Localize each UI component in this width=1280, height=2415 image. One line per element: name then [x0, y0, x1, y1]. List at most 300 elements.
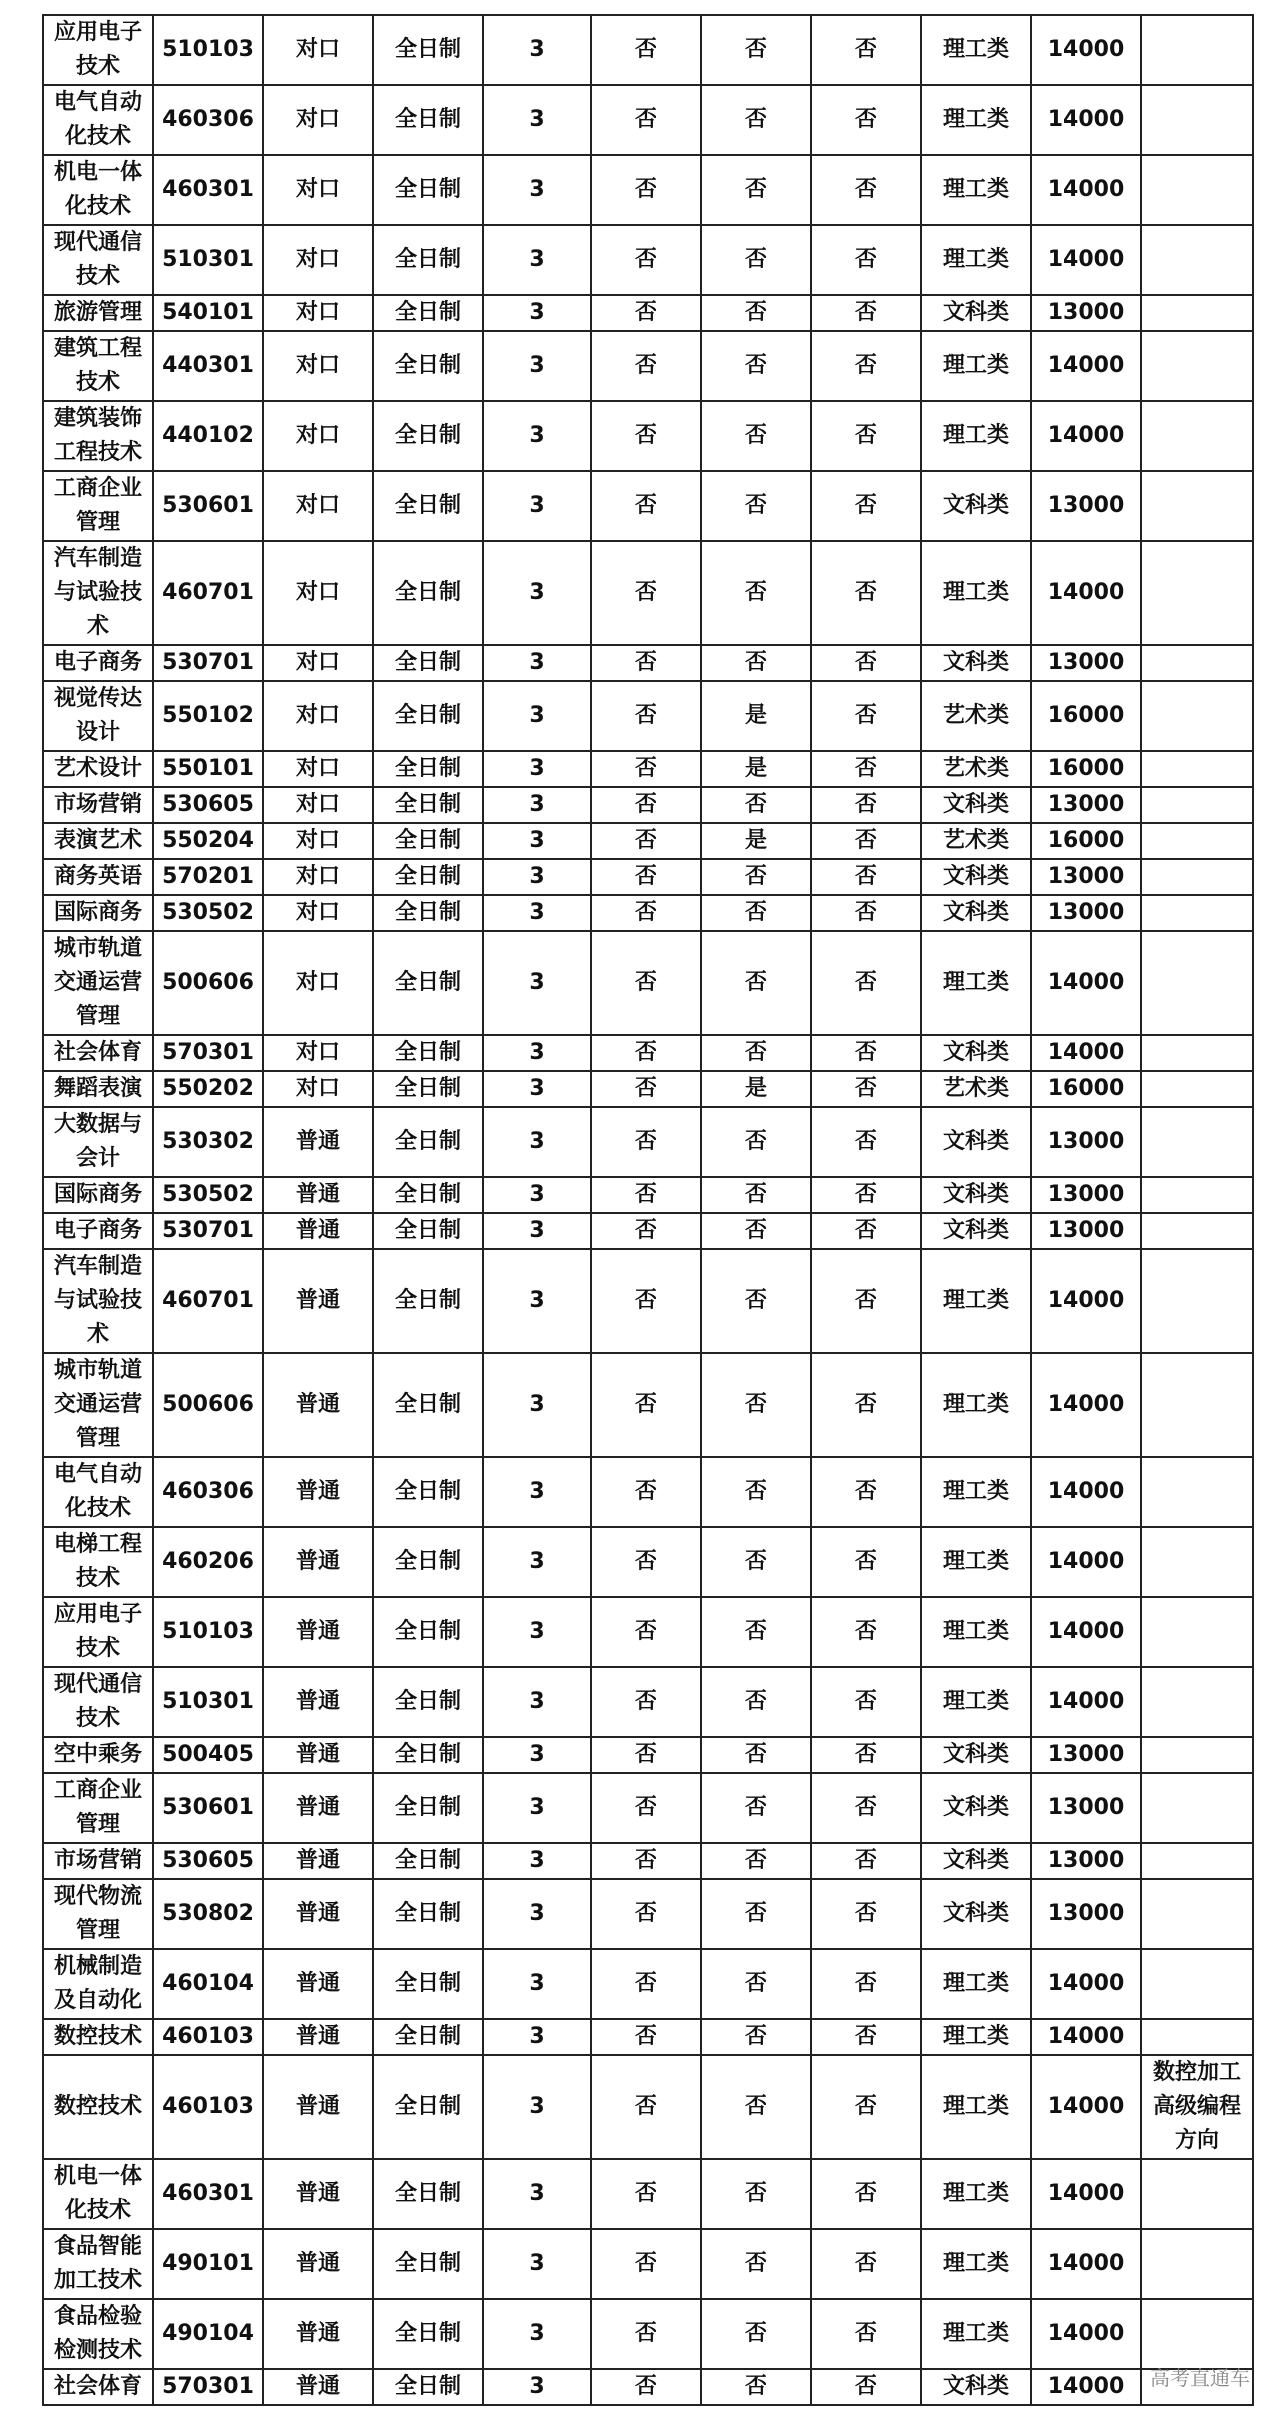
- cell-major-name: 市场营销: [43, 1843, 153, 1879]
- cell-flag-a: 否: [591, 787, 701, 823]
- cell-study-mode: 全日制: [373, 931, 483, 1035]
- cell-enroll-type: 对口: [263, 645, 373, 681]
- cell-flag-a: 否: [591, 2229, 701, 2299]
- cell-major-name: 社会体育: [43, 1035, 153, 1071]
- cell-flag-c: 否: [811, 1107, 921, 1177]
- cell-major-code: 490101: [153, 2229, 263, 2299]
- cell-tuition: 13000: [1031, 1213, 1141, 1249]
- cell-major-name: 数控技术: [43, 2055, 153, 2159]
- cell-major-name: 建筑装饰工程技术: [43, 401, 153, 471]
- cell-study-mode: 全日制: [373, 541, 483, 645]
- cell-tuition: 16000: [1031, 751, 1141, 787]
- cell-subject-category: 艺术类: [921, 751, 1031, 787]
- cell-major-code: 460701: [153, 1249, 263, 1353]
- cell-flag-a: 否: [591, 295, 701, 331]
- cell-tuition: 14000: [1031, 1035, 1141, 1071]
- cell-study-mode: 全日制: [373, 1107, 483, 1177]
- cell-flag-a: 否: [591, 1457, 701, 1527]
- cell-major-name: 现代物流管理: [43, 1879, 153, 1949]
- cell-flag-b: 否: [701, 931, 811, 1035]
- cell-major-name: 食品检验检测技术: [43, 2299, 153, 2369]
- cell-study-mode: 全日制: [373, 645, 483, 681]
- cell-enroll-type: 普通: [263, 2159, 373, 2229]
- cell-major-name: 电气自动化技术: [43, 85, 153, 155]
- cell-study-mode: 全日制: [373, 1597, 483, 1667]
- cell-major-name: 视觉传达设计: [43, 681, 153, 751]
- cell-major-code: 460301: [153, 2159, 263, 2229]
- table-row: [43, 15, 1253, 85]
- table-row: [43, 295, 1253, 331]
- cell-major-code: 530605: [153, 787, 263, 823]
- cell-major-name: 食品智能加工技术: [43, 2229, 153, 2299]
- cell-remark: [1141, 1213, 1253, 1249]
- cell-flag-b: 否: [701, 331, 811, 401]
- table-row: [43, 1213, 1253, 1249]
- cell-tuition: 14000: [1031, 1527, 1141, 1597]
- cell-flag-c: 否: [811, 295, 921, 331]
- cell-study-mode: 全日制: [373, 1879, 483, 1949]
- cell-flag-b: 否: [701, 2229, 811, 2299]
- cell-flag-b: 否: [701, 471, 811, 541]
- cell-duration: 3: [483, 1597, 591, 1667]
- cell-tuition: 14000: [1031, 1597, 1141, 1667]
- cell-major-code: 530802: [153, 1879, 263, 1949]
- cell-flag-a: 否: [591, 1107, 701, 1177]
- cell-remark: [1141, 1071, 1253, 1107]
- cell-subject-category: 文科类: [921, 1035, 1031, 1071]
- cell-flag-c: 否: [811, 1773, 921, 1843]
- table-row: [43, 471, 1253, 541]
- cell-major-code: 550202: [153, 1071, 263, 1107]
- cell-major-name: 工商企业管理: [43, 1773, 153, 1843]
- cell-duration: 3: [483, 1457, 591, 1527]
- cell-flag-b: 否: [701, 2159, 811, 2229]
- cell-duration: 3: [483, 751, 591, 787]
- table-row: [43, 1667, 1253, 1737]
- table-row: [43, 1457, 1253, 1527]
- table-row: [43, 787, 1253, 823]
- cell-subject-category: 理工类: [921, 155, 1031, 225]
- cell-tuition: 14000: [1031, 2159, 1141, 2229]
- cell-duration: 3: [483, 85, 591, 155]
- cell-enroll-type: 对口: [263, 15, 373, 85]
- cell-major-code: 530605: [153, 1843, 263, 1879]
- cell-remark: [1141, 823, 1253, 859]
- cell-major-code: 460306: [153, 85, 263, 155]
- cell-major-name: 现代通信技术: [43, 225, 153, 295]
- cell-subject-category: 理工类: [921, 1597, 1031, 1667]
- cell-remark: [1141, 2299, 1253, 2369]
- cell-major-code: 490104: [153, 2299, 263, 2369]
- enrollment-table: [42, 14, 1254, 2406]
- cell-tuition: 14000: [1031, 155, 1141, 225]
- cell-study-mode: 全日制: [373, 823, 483, 859]
- cell-duration: 3: [483, 895, 591, 931]
- table-row: [43, 895, 1253, 931]
- cell-major-name: 电气自动化技术: [43, 1457, 153, 1527]
- cell-flag-b: 否: [701, 1353, 811, 1457]
- cell-study-mode: 全日制: [373, 1737, 483, 1773]
- cell-study-mode: 全日制: [373, 1249, 483, 1353]
- cell-flag-b: 否: [701, 85, 811, 155]
- cell-duration: 3: [483, 931, 591, 1035]
- cell-remark: [1141, 787, 1253, 823]
- table-row: [43, 681, 1253, 751]
- cell-remark: [1141, 931, 1253, 1035]
- cell-duration: 3: [483, 859, 591, 895]
- cell-major-name: 机械制造及自动化: [43, 1949, 153, 2019]
- cell-flag-a: 否: [591, 1035, 701, 1071]
- cell-tuition: 14000: [1031, 401, 1141, 471]
- cell-study-mode: 全日制: [373, 787, 483, 823]
- cell-enroll-type: 普通: [263, 2229, 373, 2299]
- cell-flag-a: 否: [591, 401, 701, 471]
- cell-tuition: 13000: [1031, 787, 1141, 823]
- table-row: [43, 2019, 1253, 2055]
- cell-major-code: 500606: [153, 931, 263, 1035]
- cell-subject-category: 文科类: [921, 295, 1031, 331]
- table-row: [43, 1107, 1253, 1177]
- cell-major-code: 570301: [153, 2369, 263, 2405]
- table-row: [43, 1879, 1253, 1949]
- cell-study-mode: 全日制: [373, 471, 483, 541]
- cell-flag-a: 否: [591, 1597, 701, 1667]
- cell-major-code: 500405: [153, 1737, 263, 1773]
- cell-remark: [1141, 681, 1253, 751]
- cell-subject-category: 文科类: [921, 1879, 1031, 1949]
- cell-major-name: 工商企业管理: [43, 471, 153, 541]
- cell-enroll-type: 对口: [263, 331, 373, 401]
- table-row: [43, 155, 1253, 225]
- cell-remark: [1141, 895, 1253, 931]
- cell-study-mode: 全日制: [373, 2055, 483, 2159]
- cell-duration: 3: [483, 2229, 591, 2299]
- cell-study-mode: 全日制: [373, 295, 483, 331]
- cell-flag-c: 否: [811, 2159, 921, 2229]
- cell-flag-c: 否: [811, 1667, 921, 1737]
- cell-flag-b: 否: [701, 1843, 811, 1879]
- cell-remark: [1141, 1597, 1253, 1667]
- cell-study-mode: 全日制: [373, 1457, 483, 1527]
- cell-tuition: 14000: [1031, 2055, 1141, 2159]
- cell-flag-c: 否: [811, 823, 921, 859]
- cell-tuition: 14000: [1031, 1949, 1141, 2019]
- cell-remark: [1141, 2159, 1253, 2229]
- cell-tuition: 13000: [1031, 1737, 1141, 1773]
- cell-enroll-type: 对口: [263, 401, 373, 471]
- cell-major-code: 510103: [153, 1597, 263, 1667]
- cell-flag-b: 是: [701, 681, 811, 751]
- cell-study-mode: 全日制: [373, 1843, 483, 1879]
- table-row: [43, 2229, 1253, 2299]
- cell-duration: 3: [483, 471, 591, 541]
- cell-major-code: 530601: [153, 1773, 263, 1843]
- cell-duration: 3: [483, 2055, 591, 2159]
- table-row: [43, 1071, 1253, 1107]
- cell-enroll-type: 普通: [263, 1879, 373, 1949]
- cell-subject-category: 文科类: [921, 787, 1031, 823]
- cell-remark: [1141, 1773, 1253, 1843]
- cell-duration: 3: [483, 1107, 591, 1177]
- table-row: [43, 931, 1253, 1035]
- cell-remark: [1141, 645, 1253, 681]
- cell-major-name: 表演艺术: [43, 823, 153, 859]
- cell-major-name: 空中乘务: [43, 1737, 153, 1773]
- cell-flag-c: 否: [811, 1597, 921, 1667]
- cell-major-name: 国际商务: [43, 895, 153, 931]
- cell-flag-a: 否: [591, 1737, 701, 1773]
- cell-flag-c: 否: [811, 155, 921, 225]
- cell-remark: [1141, 1667, 1253, 1737]
- cell-subject-category: 理工类: [921, 2229, 1031, 2299]
- table-body: [43, 15, 1253, 2405]
- cell-tuition: 14000: [1031, 1353, 1141, 1457]
- table-row: [43, 2369, 1253, 2405]
- cell-remark: [1141, 401, 1253, 471]
- cell-flag-b: 是: [701, 823, 811, 859]
- cell-remark: [1141, 1353, 1253, 1457]
- cell-enroll-type: 对口: [263, 225, 373, 295]
- cell-flag-b: 否: [701, 1949, 811, 2019]
- cell-subject-category: 文科类: [921, 1177, 1031, 1213]
- cell-flag-b: 否: [701, 225, 811, 295]
- cell-enroll-type: 对口: [263, 471, 373, 541]
- cell-study-mode: 全日制: [373, 859, 483, 895]
- cell-major-code: 460701: [153, 541, 263, 645]
- cell-subject-category: 理工类: [921, 1667, 1031, 1737]
- cell-study-mode: 全日制: [373, 225, 483, 295]
- cell-subject-category: 文科类: [921, 1843, 1031, 1879]
- cell-subject-category: 文科类: [921, 895, 1031, 931]
- cell-flag-b: 否: [701, 1213, 811, 1249]
- cell-flag-c: 否: [811, 2055, 921, 2159]
- cell-study-mode: 全日制: [373, 1035, 483, 1071]
- cell-remark: [1141, 295, 1253, 331]
- cell-subject-category: 文科类: [921, 1773, 1031, 1843]
- cell-enroll-type: 普通: [263, 1213, 373, 1249]
- cell-enroll-type: 对口: [263, 1035, 373, 1071]
- cell-flag-c: 否: [811, 895, 921, 931]
- cell-tuition: 14000: [1031, 225, 1141, 295]
- cell-tuition: 13000: [1031, 859, 1141, 895]
- cell-subject-category: 理工类: [921, 85, 1031, 155]
- cell-remark: [1141, 1737, 1253, 1773]
- cell-flag-c: 否: [811, 2299, 921, 2369]
- cell-tuition: 13000: [1031, 895, 1141, 931]
- cell-flag-b: 否: [701, 1879, 811, 1949]
- cell-remark: [1141, 751, 1253, 787]
- cell-flag-c: 否: [811, 751, 921, 787]
- cell-subject-category: 文科类: [921, 1737, 1031, 1773]
- cell-major-code: 530302: [153, 1107, 263, 1177]
- cell-flag-c: 否: [811, 681, 921, 751]
- cell-major-name: 艺术设计: [43, 751, 153, 787]
- cell-tuition: 14000: [1031, 331, 1141, 401]
- cell-flag-c: 否: [811, 787, 921, 823]
- cell-duration: 3: [483, 1213, 591, 1249]
- table-row: [43, 823, 1253, 859]
- table-row: [43, 859, 1253, 895]
- cell-enroll-type: 对口: [263, 823, 373, 859]
- cell-remark: [1141, 155, 1253, 225]
- cell-flag-b: 否: [701, 15, 811, 85]
- cell-tuition: 13000: [1031, 645, 1141, 681]
- cell-enroll-type: 对口: [263, 541, 373, 645]
- cell-flag-a: 否: [591, 1177, 701, 1213]
- cell-study-mode: 全日制: [373, 2299, 483, 2369]
- cell-flag-a: 否: [591, 823, 701, 859]
- cell-flag-b: 是: [701, 1071, 811, 1107]
- table-row: [43, 401, 1253, 471]
- cell-flag-c: 否: [811, 2229, 921, 2299]
- cell-subject-category: 文科类: [921, 859, 1031, 895]
- cell-enroll-type: 普通: [263, 1107, 373, 1177]
- cell-tuition: 13000: [1031, 295, 1141, 331]
- cell-duration: 3: [483, 15, 591, 85]
- cell-enroll-type: 普通: [263, 2055, 373, 2159]
- cell-flag-b: 否: [701, 859, 811, 895]
- cell-flag-b: 否: [701, 401, 811, 471]
- cell-tuition: 14000: [1031, 1457, 1141, 1527]
- cell-major-name: 社会体育: [43, 2369, 153, 2405]
- cell-major-name: 市场营销: [43, 787, 153, 823]
- cell-flag-a: 否: [591, 331, 701, 401]
- cell-duration: 3: [483, 1737, 591, 1773]
- cell-flag-c: 否: [811, 1249, 921, 1353]
- cell-tuition: 14000: [1031, 1667, 1141, 1737]
- cell-flag-a: 否: [591, 225, 701, 295]
- cell-major-code: 570301: [153, 1035, 263, 1071]
- cell-major-code: 460103: [153, 2055, 263, 2159]
- cell-flag-c: 否: [811, 2019, 921, 2055]
- cell-study-mode: 全日制: [373, 2159, 483, 2229]
- cell-study-mode: 全日制: [373, 2019, 483, 2055]
- cell-flag-a: 否: [591, 155, 701, 225]
- table-row: [43, 2055, 1253, 2159]
- cell-duration: 3: [483, 295, 591, 331]
- cell-enroll-type: 普通: [263, 1667, 373, 1737]
- cell-major-code: 510103: [153, 15, 263, 85]
- cell-major-name: 汽车制造与试验技术: [43, 1249, 153, 1353]
- cell-tuition: 16000: [1031, 823, 1141, 859]
- table-row: [43, 1177, 1253, 1213]
- table-row: [43, 1035, 1253, 1071]
- cell-enroll-type: 普通: [263, 1843, 373, 1879]
- cell-flag-b: 否: [701, 155, 811, 225]
- cell-major-code: 530701: [153, 1213, 263, 1249]
- cell-study-mode: 全日制: [373, 85, 483, 155]
- cell-remark: [1141, 471, 1253, 541]
- cell-duration: 3: [483, 401, 591, 471]
- cell-flag-a: 否: [591, 1843, 701, 1879]
- cell-flag-c: 否: [811, 225, 921, 295]
- cell-subject-category: 理工类: [921, 1353, 1031, 1457]
- cell-subject-category: 文科类: [921, 645, 1031, 681]
- cell-tuition: 13000: [1031, 471, 1141, 541]
- cell-flag-c: 否: [811, 401, 921, 471]
- cell-flag-b: 否: [701, 1035, 811, 1071]
- cell-subject-category: 理工类: [921, 401, 1031, 471]
- cell-study-mode: 全日制: [373, 1213, 483, 1249]
- cell-major-code: 460104: [153, 1949, 263, 2019]
- cell-major-code: 550101: [153, 751, 263, 787]
- cell-subject-category: 理工类: [921, 541, 1031, 645]
- table-row: [43, 1249, 1253, 1353]
- cell-duration: 3: [483, 1667, 591, 1737]
- cell-major-name: 汽车制造与试验技术: [43, 541, 153, 645]
- cell-flag-c: 否: [811, 1879, 921, 1949]
- cell-remark: [1141, 225, 1253, 295]
- cell-flag-b: 否: [701, 2299, 811, 2369]
- cell-flag-a: 否: [591, 471, 701, 541]
- cell-duration: 3: [483, 1879, 591, 1949]
- cell-duration: 3: [483, 155, 591, 225]
- cell-study-mode: 全日制: [373, 1949, 483, 2019]
- cell-duration: 3: [483, 2159, 591, 2229]
- cell-enroll-type: 普通: [263, 2299, 373, 2369]
- cell-flag-b: 否: [701, 295, 811, 331]
- cell-remark: [1141, 1527, 1253, 1597]
- cell-major-code: 440301: [153, 331, 263, 401]
- cell-flag-a: 否: [591, 895, 701, 931]
- cell-remark: [1141, 1949, 1253, 2019]
- cell-remark: [1141, 1177, 1253, 1213]
- cell-major-name: 舞蹈表演: [43, 1071, 153, 1107]
- cell-study-mode: 全日制: [373, 1353, 483, 1457]
- cell-tuition: 16000: [1031, 1071, 1141, 1107]
- cell-remark: [1141, 1843, 1253, 1879]
- cell-study-mode: 全日制: [373, 2229, 483, 2299]
- cell-subject-category: 理工类: [921, 2299, 1031, 2369]
- cell-subject-category: 艺术类: [921, 823, 1031, 859]
- cell-enroll-type: 对口: [263, 295, 373, 331]
- table-row: [43, 1737, 1253, 1773]
- cell-flag-c: 否: [811, 1949, 921, 2019]
- cell-enroll-type: 普通: [263, 1773, 373, 1843]
- cell-flag-b: 否: [701, 2055, 811, 2159]
- cell-enroll-type: 普通: [263, 1737, 373, 1773]
- cell-major-code: 510301: [153, 225, 263, 295]
- cell-flag-c: 否: [811, 1035, 921, 1071]
- cell-enroll-type: 对口: [263, 751, 373, 787]
- cell-flag-c: 否: [811, 2369, 921, 2405]
- cell-flag-c: 否: [811, 541, 921, 645]
- cell-flag-a: 否: [591, 1071, 701, 1107]
- cell-remark: 数控加工高级编程方向: [1141, 2055, 1253, 2159]
- cell-major-name: 数控技术: [43, 2019, 153, 2055]
- cell-flag-a: 否: [591, 1667, 701, 1737]
- cell-major-name: 现代通信技术: [43, 1667, 153, 1737]
- cell-major-code: 460103: [153, 2019, 263, 2055]
- cell-subject-category: 理工类: [921, 1249, 1031, 1353]
- cell-flag-c: 否: [811, 1843, 921, 1879]
- cell-duration: 3: [483, 645, 591, 681]
- cell-flag-b: 否: [701, 895, 811, 931]
- cell-tuition: 14000: [1031, 15, 1141, 85]
- cell-major-name: 商务英语: [43, 859, 153, 895]
- cell-flag-a: 否: [591, 541, 701, 645]
- cell-flag-b: 否: [701, 1249, 811, 1353]
- cell-major-name: 城市轨道交通运营管理: [43, 1353, 153, 1457]
- cell-tuition: 14000: [1031, 85, 1141, 155]
- cell-flag-b: 否: [701, 2369, 811, 2405]
- cell-tuition: 13000: [1031, 1177, 1141, 1213]
- cell-major-name: 电子商务: [43, 1213, 153, 1249]
- cell-flag-a: 否: [591, 681, 701, 751]
- cell-major-code: 530701: [153, 645, 263, 681]
- cell-flag-a: 否: [591, 1353, 701, 1457]
- cell-flag-a: 否: [591, 1949, 701, 2019]
